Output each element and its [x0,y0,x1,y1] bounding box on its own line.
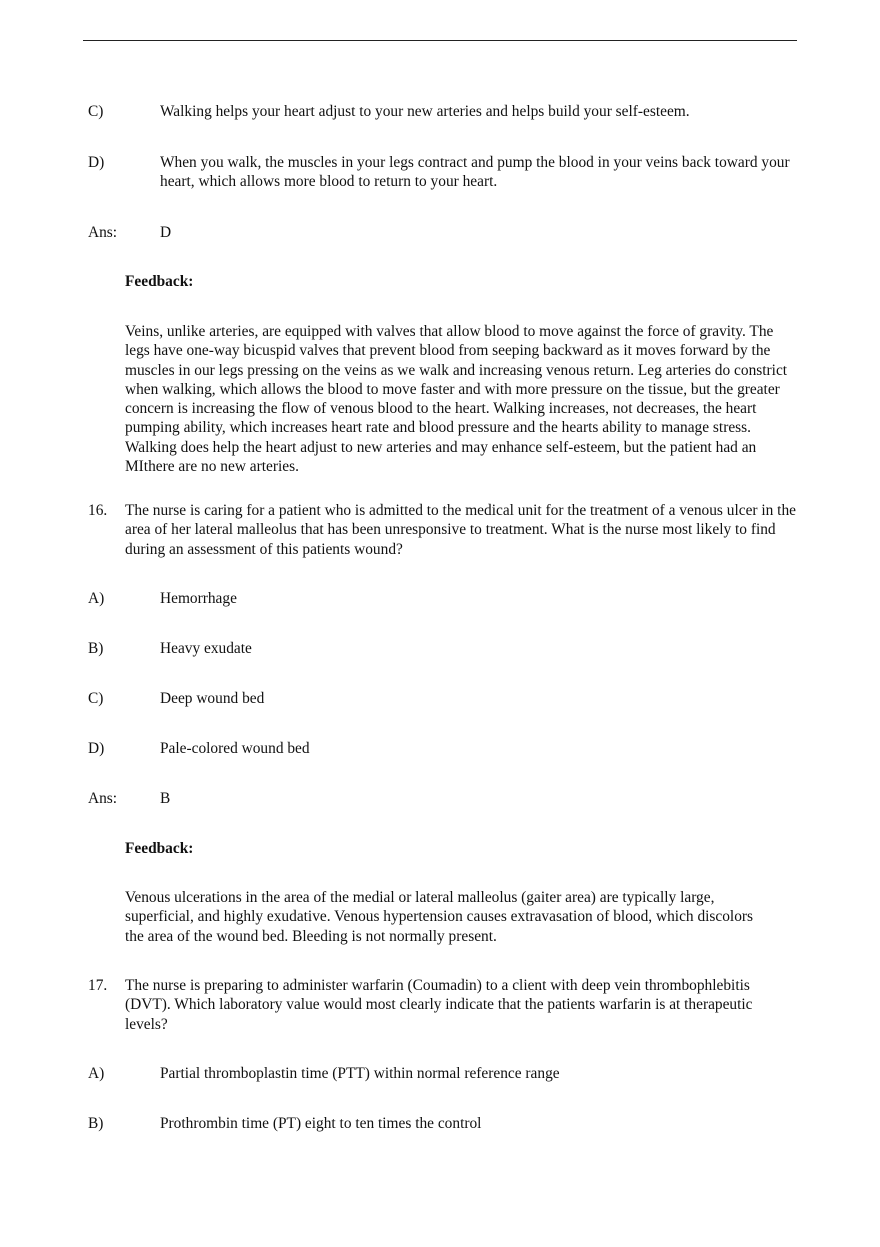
feedback-text: Venous ulcerations in the area of the medial or lateral malleolus (gaiter area) are typically large, superficial, and highly exudative. Venous hypertension causes extravasation of blood, which discolors the area of the wound bed. Bleeding is not normally present. [125,889,754,945]
header-rule [83,40,797,41]
option-letter: D) [88,154,105,171]
answer-label: Ans: [88,224,118,241]
option-text: Partial thromboplastin time (PTT) within normal reference range [160,1065,560,1082]
option-text: Pale-colored wound bed [160,740,310,757]
option-letter: C) [88,690,104,707]
question-number: 17. [88,977,108,994]
question-number: 16. [88,502,108,519]
option-text: Walking helps your heart adjust to your new arteries and helps build your self-esteem. [160,103,690,120]
feedback-heading: Feedback: [125,273,194,290]
option-text: When you walk, the muscles in your legs contract and pump the blood in your veins back toward your heart, which allows more blood to return to your heart. [160,154,790,191]
question-text: The nurse is preparing to administer warfarin (Coumadin) to a client with deep vein thrombophlebitis (DVT). Which laboratory value would most clearly indicate that the patients warfarin is at therapeutic levels? [125,977,753,1033]
answer-value: B [160,790,171,807]
option-letter: A) [88,1065,105,1082]
option-letter: A) [88,590,105,607]
option-text: Heavy exudate [160,640,252,657]
feedback-heading: Feedback: [125,840,194,857]
answer-value: D [160,224,172,241]
option-text: Prothrombin time (PT) eight to ten times the control [160,1115,482,1132]
answer-label: Ans: [88,790,118,807]
option-text: Deep wound bed [160,690,265,707]
option-letter: B) [88,1115,104,1132]
question-text: The nurse is caring for a patient who is admitted to the medical unit for the treatment of a venous ulcer in the area of her lateral malleolus that has been unresponsive to treatment. What is the nurse most likely to find during an assessment of this patients wound? [125,502,796,558]
option-letter: D) [88,740,105,757]
option-text: Hemorrhage [160,590,237,607]
feedback-text: Veins, unlike arteries, are equipped with valves that allow blood to move against the force of gravity. The legs have one-way bicuspid valves that prevent blood from seeping backward as it moves forward by the muscles in our legs pressing on the veins as we walk and increasing venous return. Leg arteries do constrict when walking, which allows the blood to move faster and with more pressure on the tissue, but the greater concern is increasing the flow of venous blood to the heart. Walking increases, not decreases, the heart pumping ability, which increases heart rate and blood pressure and the hearts ability to manage stress. Walking does help the heart adjust to new arteries and may enhance self-esteem, but the patient had an MIthere are no new arteries. [125,323,788,476]
option-letter: B) [88,640,104,657]
option-letter: C) [88,103,104,120]
